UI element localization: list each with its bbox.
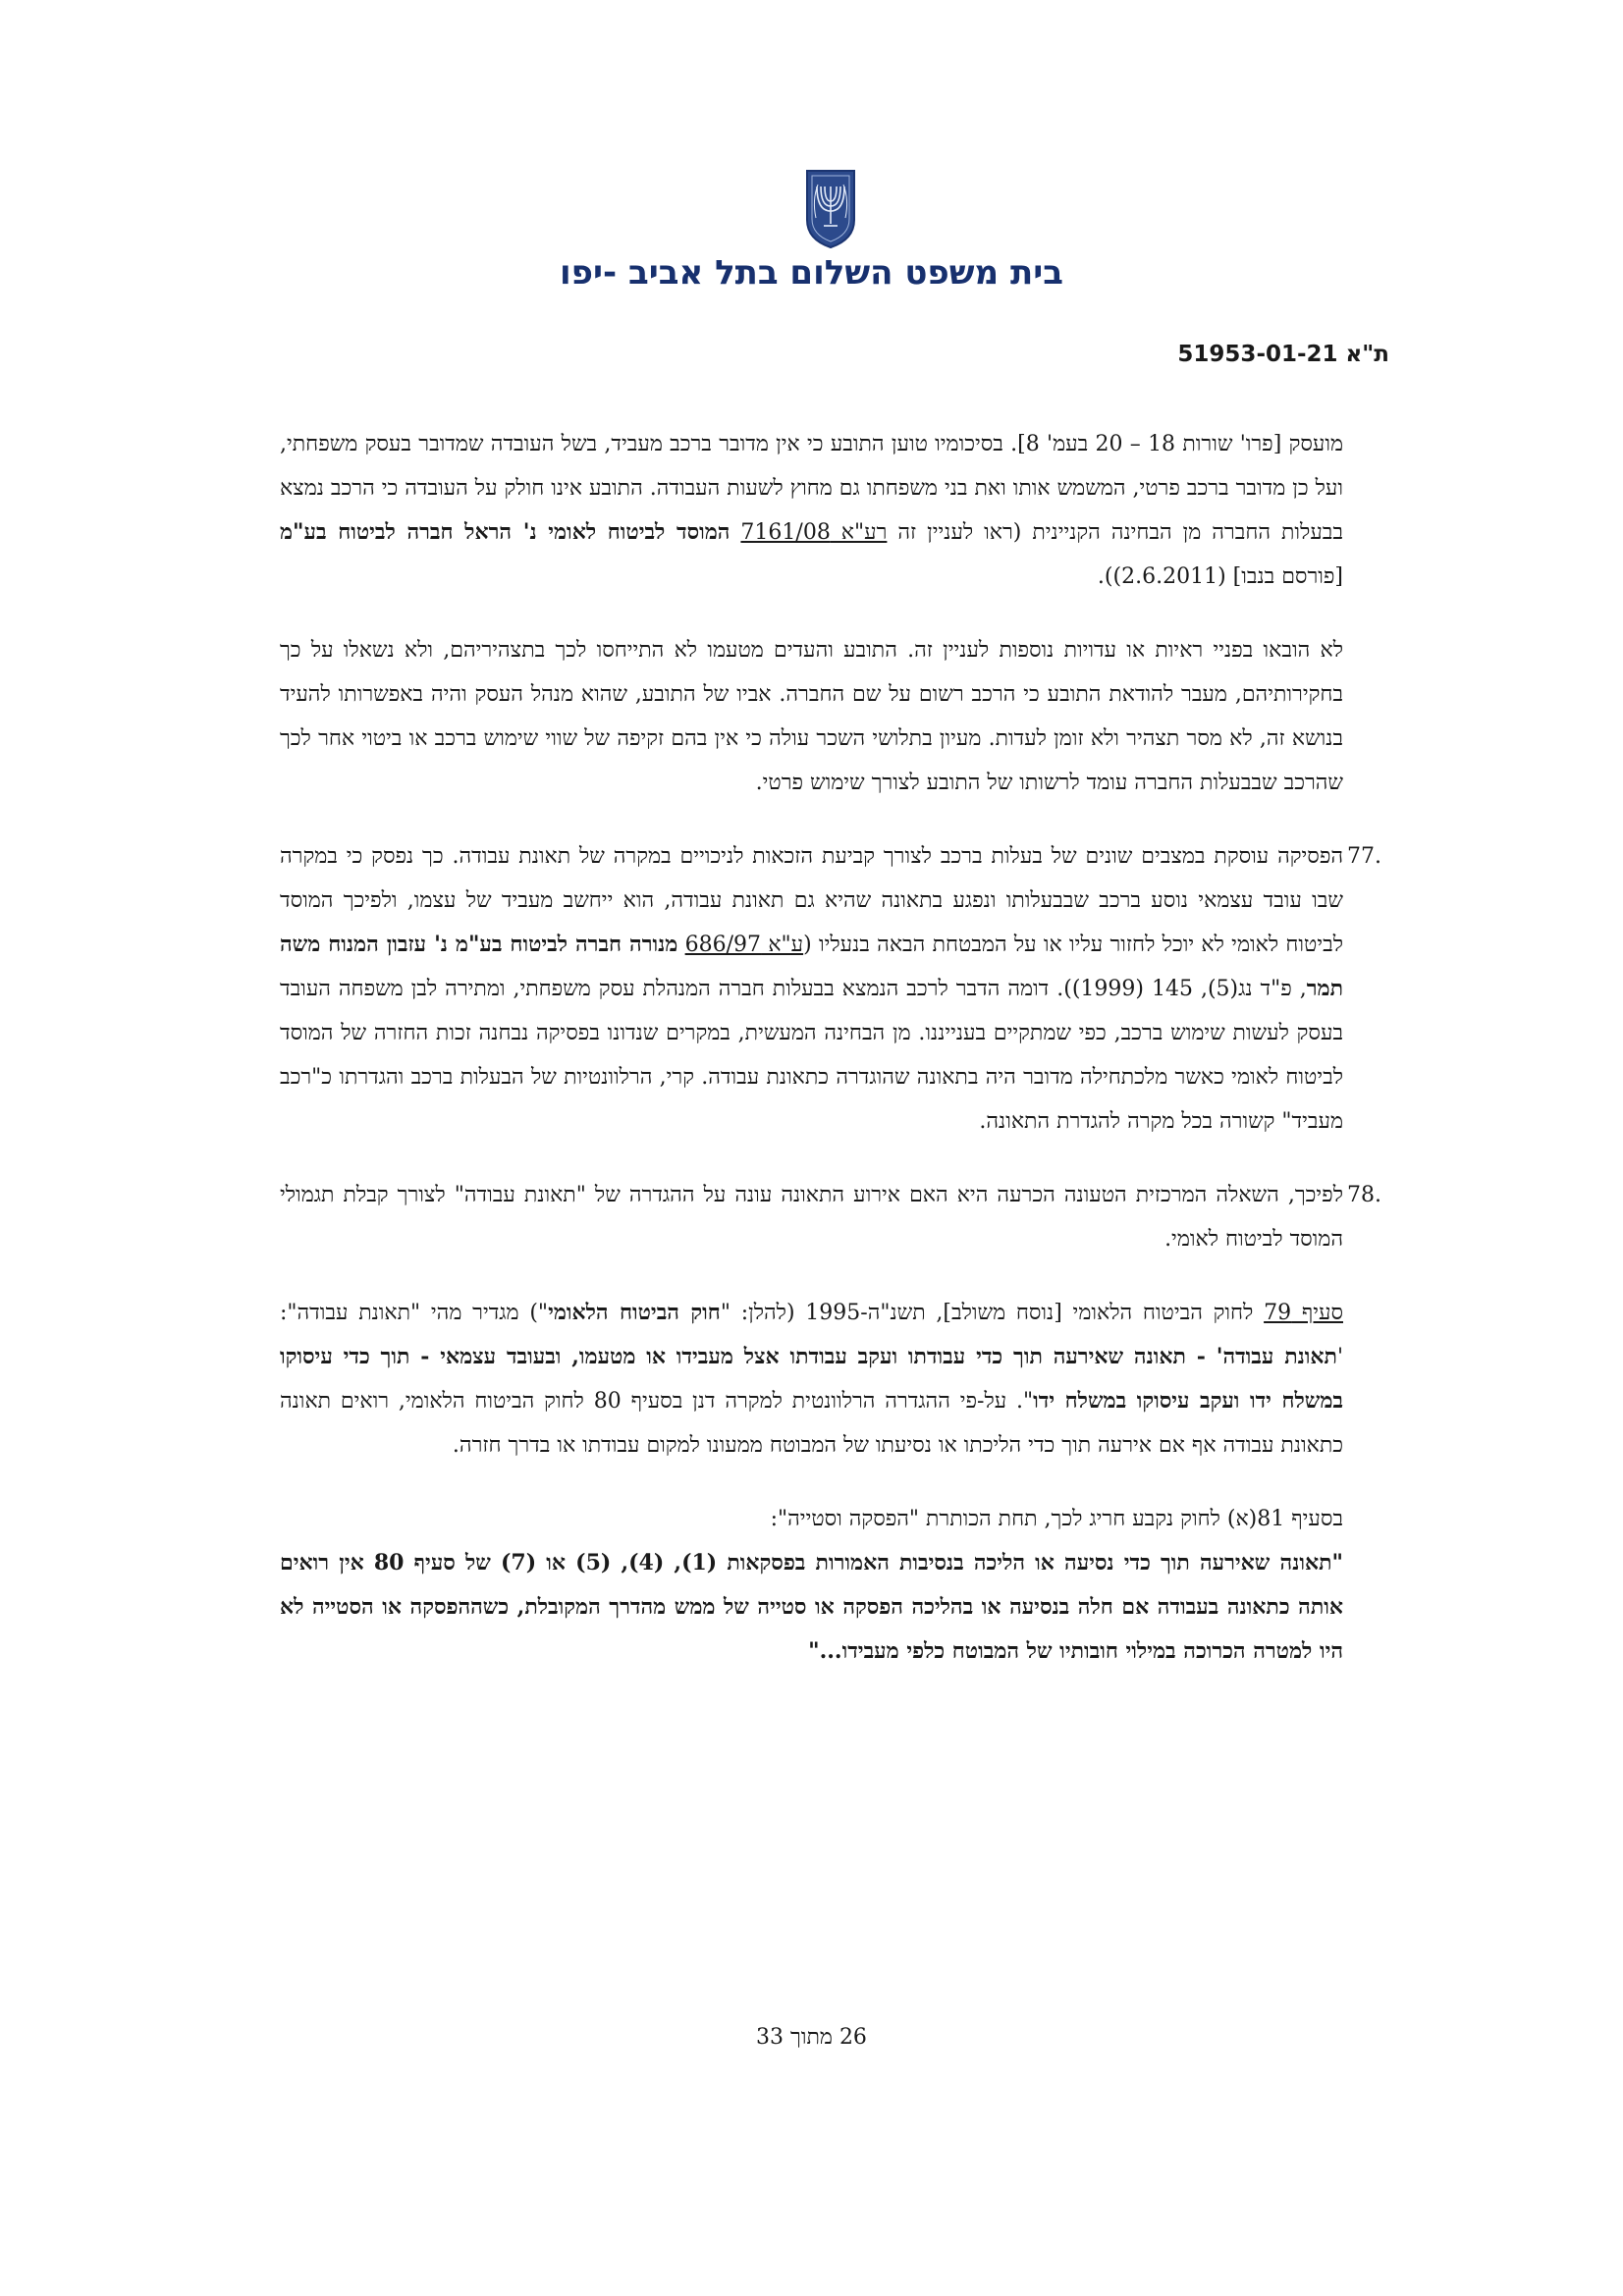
case-reference-link: ע"א 686/97 bbox=[684, 933, 804, 957]
definition-bold: תאונת עבודה' - תאונה שאירעה תוך כדי עבודתו ועקב עבודתו אצל מעבידו או מטעמו, ובעובד עצמאי - תוך כדי עיסוקו במשלח ידו ועקב עיסוקו במשלח ידו bbox=[280, 1344, 1343, 1414]
page-number: 26 מתוך 33 bbox=[756, 2025, 867, 2050]
paragraph-number: 77. bbox=[1347, 844, 1381, 869]
law-name-bold: חוק הביטוח הלאומי bbox=[548, 1300, 721, 1325]
section-reference-link: סעיף 79 bbox=[1264, 1301, 1343, 1325]
case-name-bold: מנורה חברה לביטוח בע"מ נ' עזבון המנוח משה תמר bbox=[280, 932, 1343, 1001]
text-segment: מועסק [פרו' שורות 18 – 20 בעמ' 8]. בסיכומיו טוען התובע כי אין מדובר ברכב מעביד, בשל העובדה שמדובר בעסק משפחתי, ועל כן מדובר ברכב פרטי, המשמש אותו ואת בני משפחתו גם מחוץ לשעות העבודה. התובע אינו חולק על העובדה כי הרכב נמצא בבעלות החברה מן הבחינה הקניינית (ראו לעניין זה bbox=[279, 432, 1343, 545]
case-reference-link: רע"א 7161/08 bbox=[740, 520, 888, 545]
quote-intro: בסעיף 81(א) לחוק נקבע חריג לכך, תחת הכותרת "הפסקה וסטייה": bbox=[770, 1507, 1343, 1531]
paragraph-continuation bbox=[280, 422, 1343, 599]
text-segment: [פורסם בנבו] (2.6.2011)). bbox=[1097, 564, 1343, 589]
text-segment: ") מגדיר מהי "תאונת עבודה": ' bbox=[280, 1301, 1343, 1369]
text-segment bbox=[730, 520, 740, 545]
paragraph-definition bbox=[280, 1291, 1343, 1468]
statute-quote: "תאונה שאירעה תוך כדי נסיעה או הליכה בנסיבות האמורות בפסקאות (1), (4), (5) או (7) של סעיף 80 אין רואים אותה כתאונה בעבודה אם חלה בנסיעה או בהליכה הפסקה או סטייה של ממש מהדרך המקובלת, כשההפסקה או הסטייה לא היו למטרה הכרוכה במילוי חובותיו של המבוטח כלפי מעבידו..." bbox=[280, 1550, 1343, 1664]
text-segment bbox=[677, 933, 684, 957]
text-segment: , פ"ד נג(5), 145 (1999)). דומה הדבר לרכב הנמצא בבעלות חברה המנהלת עסק משפחתי, ומתירה לבן משפחה העובד בעסק לעשות שימוש ברכב, כפי שמתקיים בענייננו. מן הבחינה המעשית, במקרים שנדונו בפסיקה נבחנה זכות החזרה של המוסד לביטוח לאומי כאשר מלכתחילה מדובר היה בתאונה שהוגדרה כתאונת עבודה. קרי, הרלוונטיות של הבעלות ברכב והגדרתו כ"רכב מעביד" קשורה בכל מקרה להגדרת התאונה. bbox=[280, 977, 1343, 1134]
document-body bbox=[279, 422, 1381, 1674]
numbered-paragraph-77 bbox=[280, 834, 1381, 1144]
text-segment: ". על-פי ההגדרה הרלוונטית למקרה דנן בסעיף 80 לחוק הביטוח הלאומי, רואים תאונה כתאונת עבודה אף אם אירעה תוך כדי הליכתו או נסיעתו של המבוטח ממעונו למקום עבודתו או בדרך חזרה. bbox=[280, 1389, 1343, 1458]
case-name-bold: המוסד לביטוח לאומי נ' הראל חברה לביטוח בע"מ bbox=[280, 519, 730, 545]
text-segment: לפיכך, השאלה המרכזית הטעונה הכרעה היא האם אירוע התאונה עונה על ההגדרה של "תאונת עבודה" לצורך קבלת תגמולי המוסד לביטוח לאומי. bbox=[280, 1183, 1343, 1252]
paragraph-number: 78. bbox=[1347, 1183, 1381, 1207]
case-number: ת"א 51953-01-21 bbox=[1177, 342, 1389, 367]
court-name: בית משפט השלום בתל אביב -יפו bbox=[560, 253, 1063, 293]
text-segment: לחוק הביטוח הלאומי [נוסח משולב], תשנ"ה-1995 (להלן: " bbox=[720, 1301, 1265, 1325]
numbered-paragraph-78 bbox=[280, 1173, 1381, 1261]
text-segment: הפסיקה עוסקת במצבים שונים של בעלות ברכב לצורך קביעת הזכאות לניכויים במקרה של תאונת עבודה. כך נפסק כי במקרה שבו עובד עצמאי נוסע ברכב שבבעלותו ונפגע בתאונה שהיא גם תאונת עבודה, הוא ייחשב מעביד של עצמו, ולפיכך המוסד לביטוח לאומי לא יוכל לחזור עליו או על המבטחת הבאה בנעליו ( bbox=[280, 844, 1344, 957]
state-emblem-icon bbox=[803, 165, 858, 249]
paragraph-evidence: לא הובאו בפניי ראיות או עדויות נוספות לעניין זה. התובע והעדים מטעמו לא התייחסו לכך בתצהיריהם, ולא נשאלו על כך בחקירותיהם, מעבר להודאת התובע כי הרכב רשום על שם החברה. אביו של התובע, שהוא מנהל העסק והיה באפשרותו להעיד בנושא זה, לא מסר תצהיר ולא זומן לעדות. מעיון בתלושי השכר עולה כי אין בהם זקיפה של שווי שימוש ברכב או ביטוי אחר לכך שהרכב שבבעלות החברה עומד לרשותו של התובע לצורך שימוש פרטי. bbox=[280, 638, 1343, 795]
